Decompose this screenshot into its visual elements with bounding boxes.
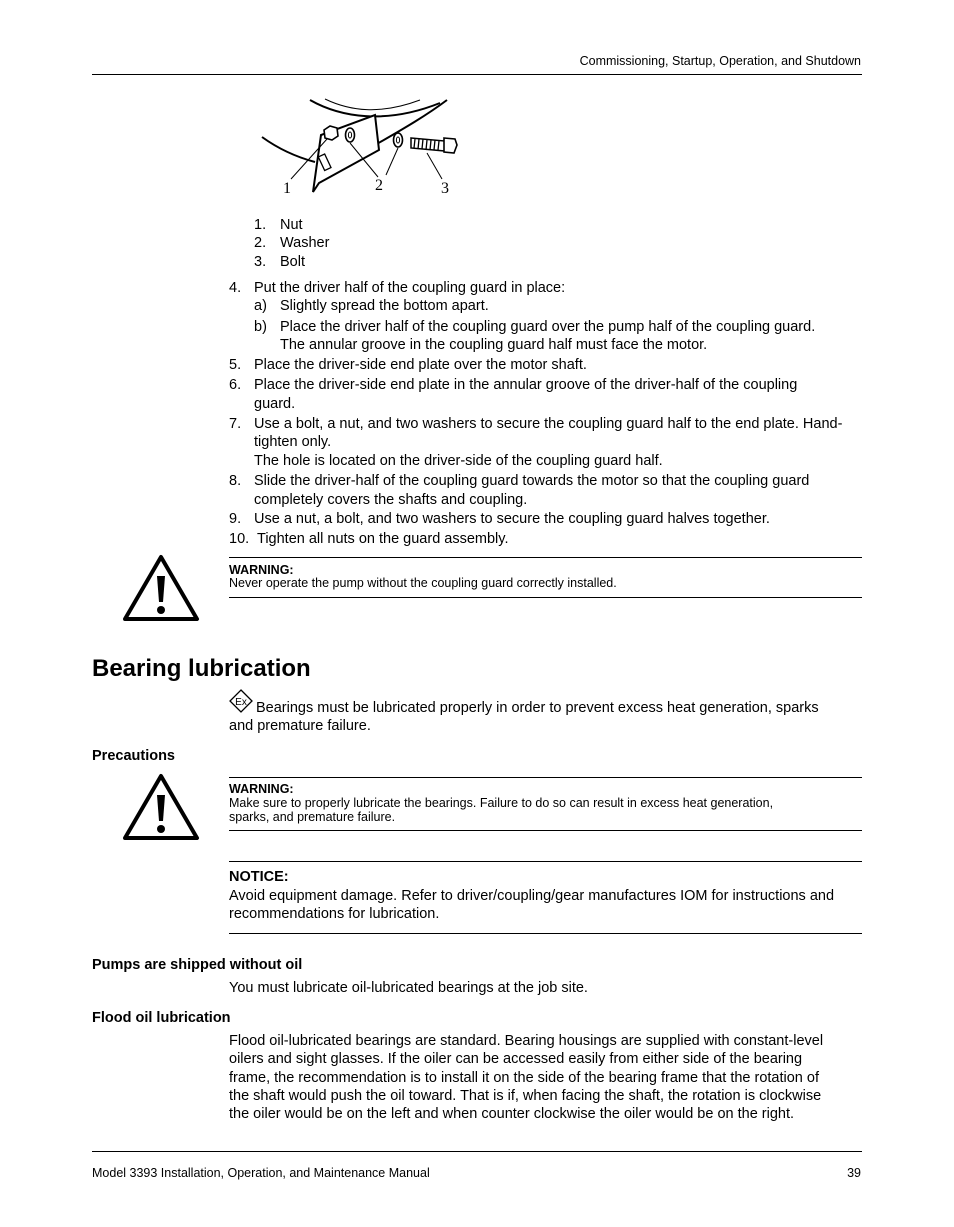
- warning-label: WARNING:: [229, 563, 294, 577]
- flood-paragraph: Flood oil-lubricated bearings are standard. Bearing housings are supplied with constant-level oilers and sight glasses. If the oiler can be accessed easily from either side of the bearing frame, the recommendation is to install it on the side of the bearing frame that the rotation of the shaft would push the oil toward. That is if, when facing the shaft, the rotation is clockwise the oiler would be on the left and when counter clockwise the oiler would be on the right.: [229, 1033, 824, 1123]
- precautions-title: Precautions: [92, 748, 175, 764]
- intro-line-2: and premature failure.: [229, 718, 371, 734]
- footer-rule: [92, 1151, 862, 1152]
- warning-rule-top: [229, 777, 862, 778]
- nut-part: [324, 126, 338, 140]
- warning-rule-bottom: [229, 597, 862, 598]
- bolt-head: [444, 138, 457, 153]
- warning-triangle-icon: [122, 554, 200, 622]
- footer-page-number: 39: [847, 1166, 861, 1180]
- callout-3: 3: [441, 180, 449, 197]
- warning-rule-top: [229, 557, 862, 558]
- svg-text:Ex: Ex: [235, 697, 247, 708]
- notice-rule-top: [229, 861, 862, 862]
- bolt-part: [411, 138, 445, 151]
- warning-triangle-icon: [122, 773, 200, 841]
- warning-text-line: sparks, and premature failure.: [229, 810, 396, 824]
- shipped-title: Pumps are shipped without oil: [92, 957, 303, 973]
- callout-2: 2: [375, 177, 383, 194]
- guard-arc-inner: [325, 99, 420, 110]
- warning-label: WARNING:: [229, 782, 294, 796]
- callout-1: 1: [283, 180, 291, 197]
- notice-label: NOTICE:: [229, 869, 289, 885]
- washer-part: [394, 133, 403, 147]
- intro-line-1: Bearings must be lubricated properly in order to prevent excess heat generation, sparks: [256, 700, 819, 716]
- end-plate-flange: [313, 115, 379, 192]
- notice-rule-bottom: [229, 933, 862, 934]
- guard-edge-left: [262, 137, 315, 162]
- notice-text-line: Avoid equipment damage. Refer to driver/coupling/gear manufactures IOM for instructions and: [229, 888, 835, 904]
- section-title: Bearing lubrication: [92, 655, 311, 682]
- warning-rule-bottom: [229, 830, 862, 831]
- flood-title: Flood oil lubrication: [92, 1010, 231, 1026]
- warning-text-line: Make sure to properly lubricate the bearings. Failure to do so can result in excess heat generation,: [229, 796, 774, 810]
- washer-part: [346, 128, 355, 142]
- footer-manual-title: Model 3393 Installation, Operation, and Maintenance Manual: [92, 1166, 430, 1180]
- shipped-text: You must lubricate oil-lubricated bearings at the job site.: [229, 980, 588, 996]
- running-header: Commissioning, Startup, Operation, and Shutdown: [579, 54, 861, 68]
- ex-atex-icon: [229, 689, 253, 713]
- header-rule: [92, 74, 862, 75]
- warning-text: Never operate the pump without the coupling guard correctly installed.: [229, 576, 617, 590]
- notice-text-line: recommendations for lubrication.: [229, 906, 440, 922]
- coupling-guard-hardware-figure: [255, 95, 465, 200]
